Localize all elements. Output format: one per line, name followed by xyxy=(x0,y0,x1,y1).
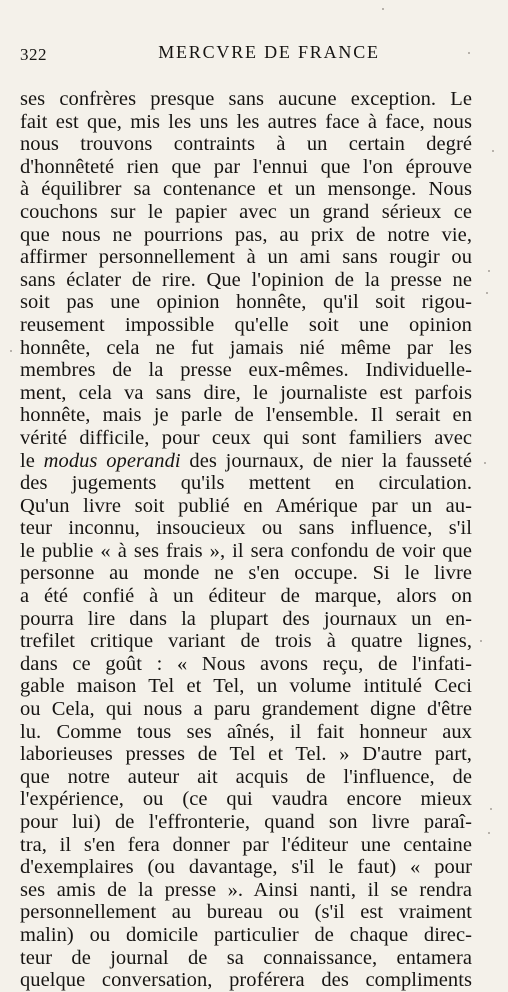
text-line: pour lui) de l'effronterie, quand son livre paraî- xyxy=(20,811,472,833)
text-line: a été confié à un éditeur de marque, alors on xyxy=(20,585,472,608)
text-line: que nous ne pourrions pas, au prix de notre vie, xyxy=(20,223,472,246)
text-line: des jugements qu'ils mettent en circulation. xyxy=(20,472,472,495)
text-line: trefilet critique variant de trois à quatre lignes, xyxy=(20,630,472,653)
body-text xyxy=(20,88,472,992)
text-fragment: le xyxy=(20,449,44,472)
text-line: ment, cela va sans dire, le journaliste est parfois xyxy=(20,381,472,404)
text-line: teur de journal de sa connaissance, entamera xyxy=(20,946,472,969)
text-line: ou Cela, qui nous a paru grandement digne d'être xyxy=(20,698,472,721)
text-line: à équilibrer sa contenance et un mensonge. Nous xyxy=(20,178,472,201)
print-speck xyxy=(488,832,490,834)
text-line: que notre auteur ait acquis de l'influence, de xyxy=(20,765,472,788)
text-line: personnellement au bureau ou (s'il est vraiment xyxy=(20,901,472,924)
text-fragment: des journaux, de nier la fausseté xyxy=(180,449,473,472)
text-line: pourra lire dans la plupart des journaux un en- xyxy=(20,607,472,630)
text-line: ses amis de la presse ». Ainsi nanti, il se rendra xyxy=(20,878,472,901)
text-line: vérité difficile, pour ceux qui sont familiers avec xyxy=(20,426,472,449)
text-line: sans éclater de rire. Que l'opinion de la presse ne xyxy=(20,268,472,291)
italic-phrase: modus operandi xyxy=(43,449,181,472)
print-speck xyxy=(382,8,384,10)
print-speck xyxy=(490,808,492,810)
text-line-with-italic xyxy=(20,450,472,473)
text-line: nous trouvons contraints à un certain degré xyxy=(20,133,472,156)
text-line: reusement impossible qu'elle soit une opinion xyxy=(20,313,472,336)
print-speck xyxy=(468,52,470,54)
text-line: lu. Comme tous ses aînés, il fait honneur aux xyxy=(20,720,472,743)
text-line: membres de la presse eux-mêmes. Individuelle- xyxy=(20,359,472,382)
text-line: affirmer personnellement à un ami sans rougir ou xyxy=(20,246,472,269)
text-line: d'honnêteté rien que par l'ennui que l'on éprouve xyxy=(20,155,472,178)
text-line: honnête, mais je parle de l'ensemble. Il serait en xyxy=(20,404,472,427)
print-speck xyxy=(492,150,494,152)
text-line: Qu'un livre soit publié en Amérique par un au- xyxy=(20,494,472,517)
running-head xyxy=(20,42,478,66)
print-speck xyxy=(480,640,482,642)
print-speck xyxy=(488,270,490,272)
text-line: ses confrères presque sans aucune exception. Le xyxy=(20,88,472,110)
text-line: gable maison Tel et Tel, un volume intitulé Ceci xyxy=(20,675,472,698)
print-speck xyxy=(484,462,486,464)
text-line: laborieuses presses de Tel et Tel. » D'autre part, xyxy=(20,743,472,766)
text-line: dans ce goût : « Nous avons reçu, de l'infati- xyxy=(20,652,472,675)
text-line: honnête, cela ne fut jamais nié même par les xyxy=(20,336,472,359)
text-line: tra, il s'en fera donner par l'éditeur une centaine xyxy=(20,833,472,856)
journal-title: MERCVRE DE FRANCE xyxy=(158,42,380,62)
text-line: le publie « à ses frais », il sera confondu de voir que xyxy=(20,539,472,562)
text-line: fait est que, mis les uns les autres face à face, nous xyxy=(20,110,472,133)
print-speck xyxy=(10,350,12,352)
text-line: quelque conversation, proférera des compliments xyxy=(20,969,472,992)
text-line: teur inconnu, insoucieux ou sans influence, s'il xyxy=(20,517,472,540)
print-speck xyxy=(486,292,488,294)
text-line: couchons sur le papier avec un grand sérieux ce xyxy=(20,200,472,223)
text-line: l'expérience, ou (ce qui vaudra encore mieux xyxy=(20,788,472,811)
text-line: soit pas une opinion honnête, qu'il soit rigou- xyxy=(20,291,472,314)
page-number: 322 xyxy=(20,45,47,64)
text-line: personne au monde ne s'en occupe. Si le livre xyxy=(20,562,472,585)
text-line: d'exemplaires (ou davantage, s'il le faut) « pour xyxy=(20,856,472,879)
text-line: malin) ou domicile particulier de chaque direc- xyxy=(20,923,472,946)
